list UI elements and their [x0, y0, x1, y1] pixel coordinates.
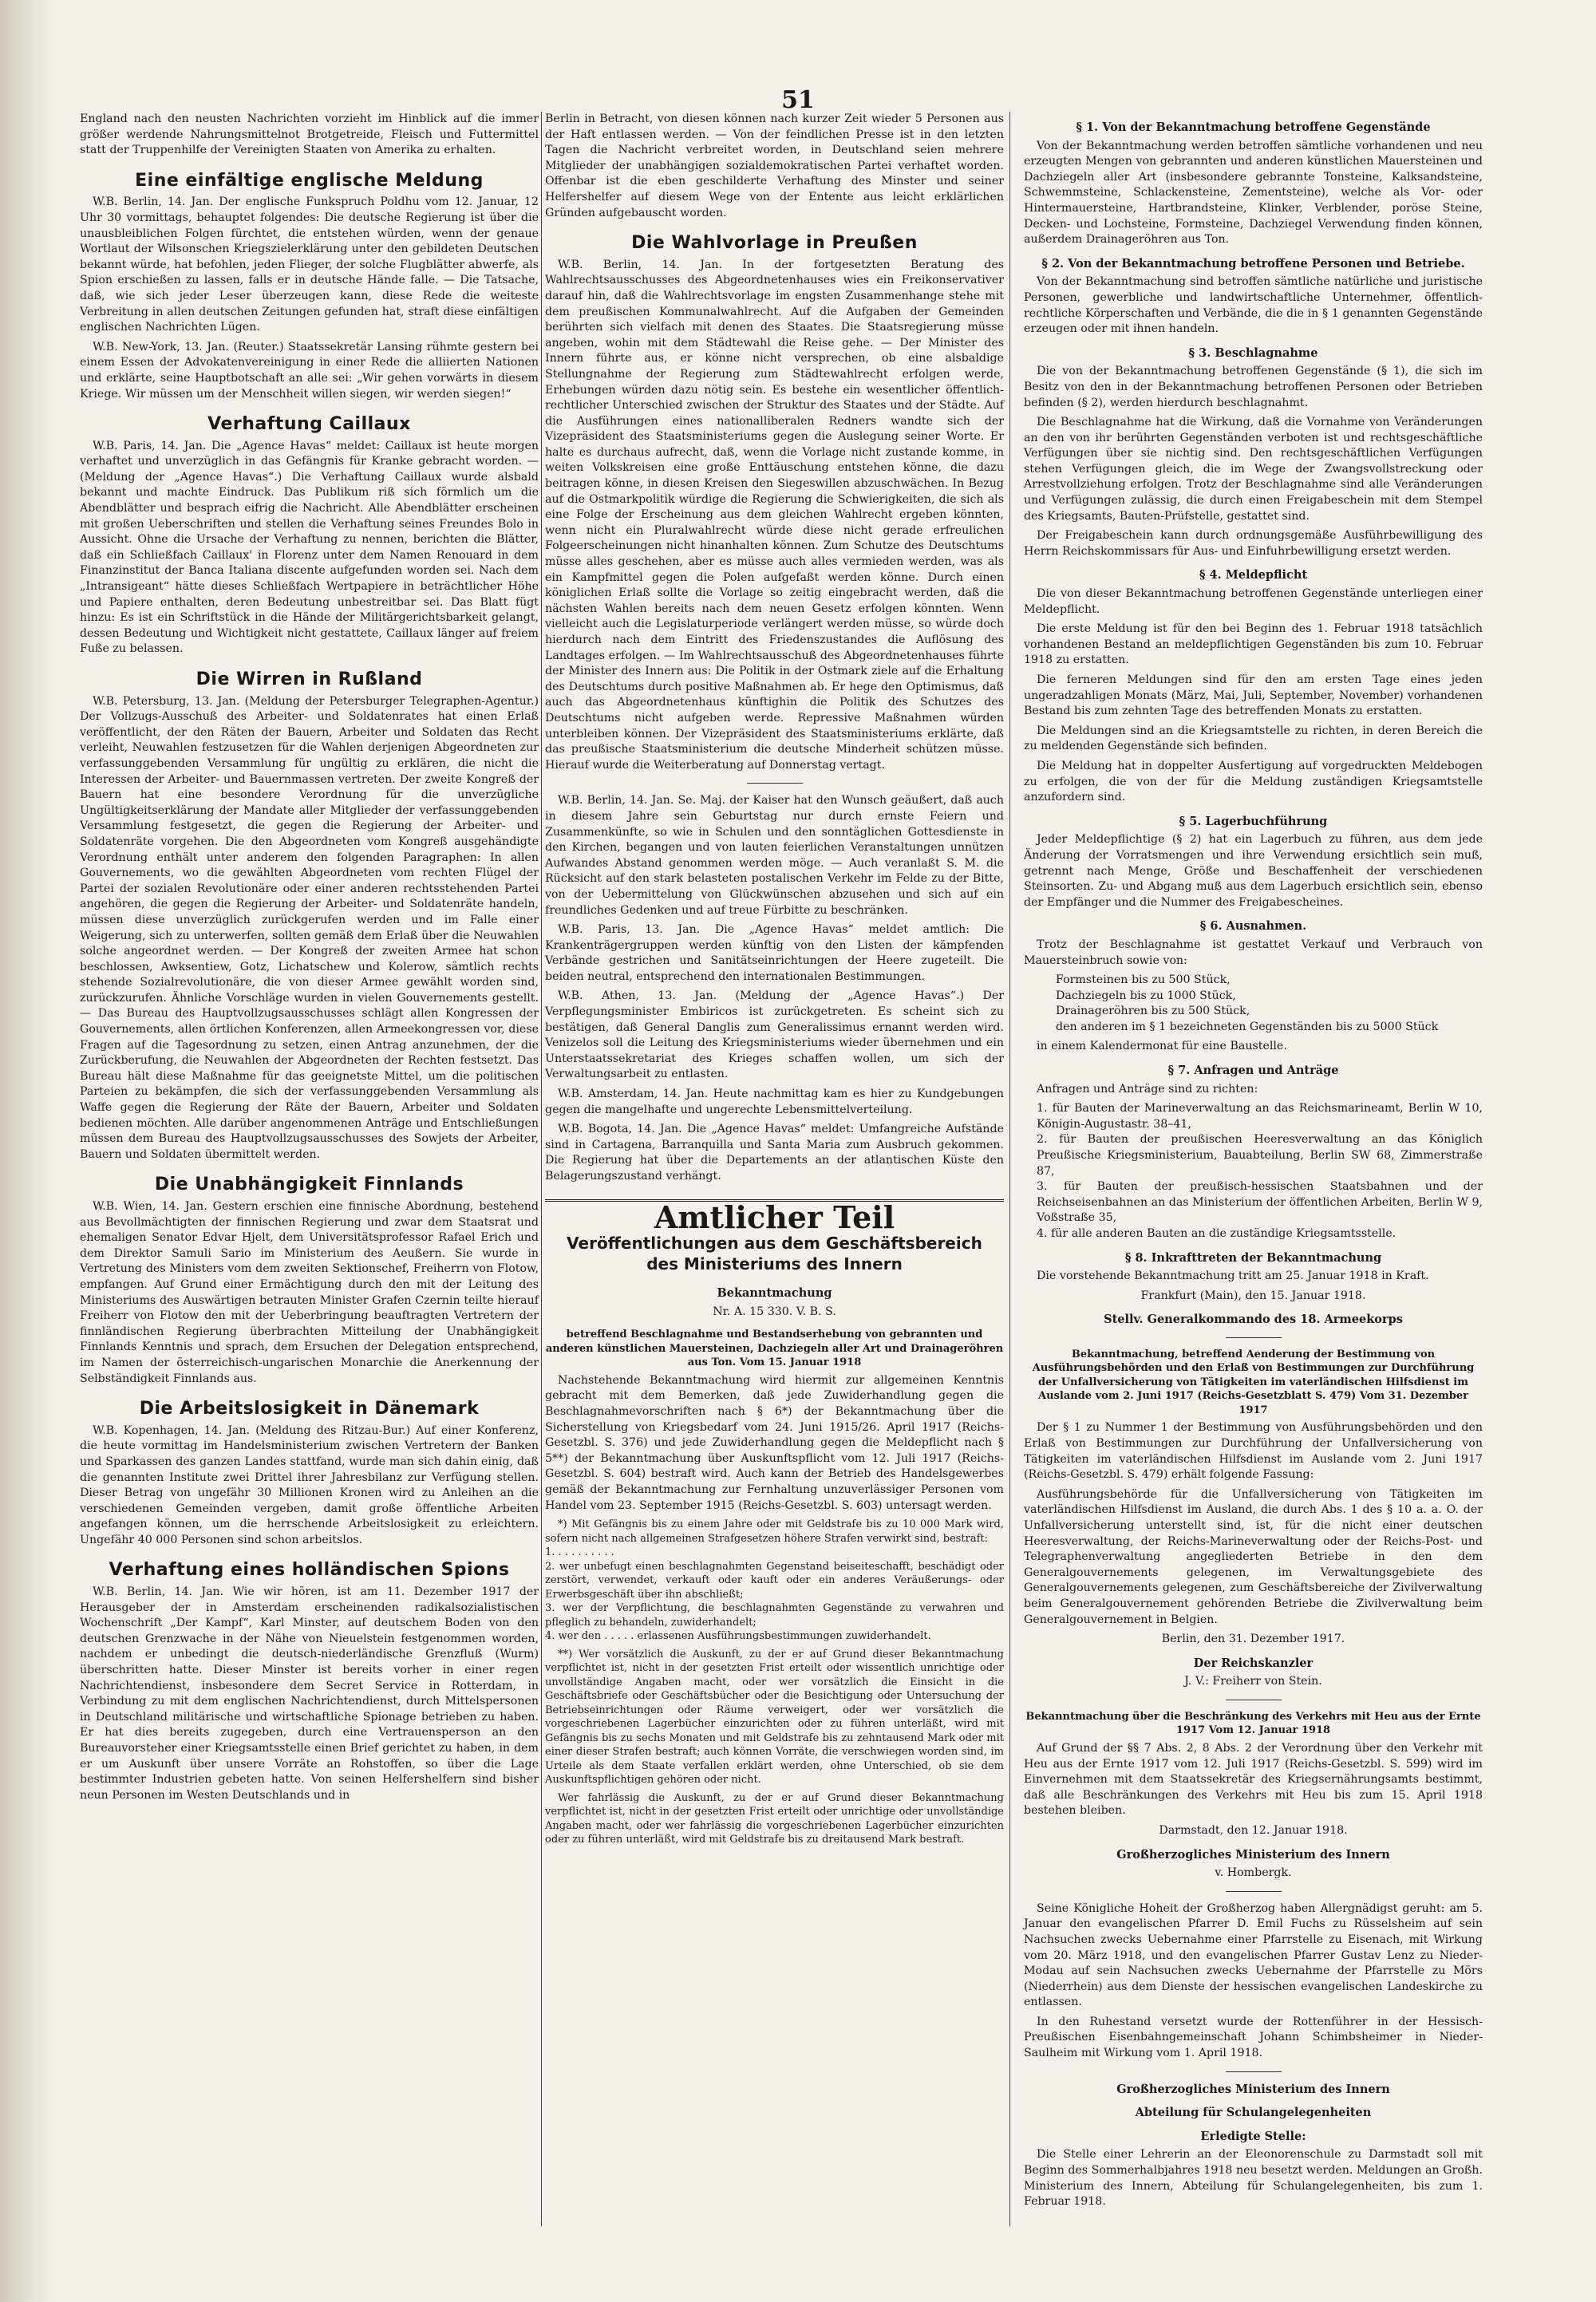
article-paragraph: W.B. Berlin, 14. Jan. In der fortgesetzten Beratung des Wahlrechtsausschusses des Abgeordnetenhauses wies ein Freikonservativer darauf hin, daß die Wahlrechtsvorlage im engsten Zusammenhange stehe mit dem preußischen Kommunalwahlrecht. Auf die Aufgaben der Gemeinden berührten sich vielfach mit denen des Staates. Die Staatsregierung müsse angeben, wohin mit dem Städtewahl die Reise gehe. — Der Minister des Innern führte aus, er könne nicht versprechen, ob eine alsbaldige Stellungnahme der Regierung zum Städtewahlrecht erfolgen werde, Erhebungen würden dazu nötig sein. Es bestehe ein wesentlicher öffentlich-rechtlicher Unterschied zwischen der Struktur des Staates und der Städte. Auf die Ausführungen eines nationalliberalen Redners wandte sich der Vizepräsident des Staatsministeriums gegen die Auslegung seiner Worte. Er halte es durchaus aufrecht, daß, wenn die Vorlage nicht zustande komme, in weiten Volkskreisen eine große Enttäuschung entstehen könne, die dazu beitragen könne, in diesen Kreisen den Siegeswillen abzuschwächen. In Bezug auf die Ostmarkpolitik würdige die Regierung die Schwierigkeiten, die sich als eine Folge der Erscheinung aus dem gleichen Wahlrecht ergeben könnten, wenn nicht ein Pluralwahlrecht würde diese nicht gerade erfreulichen Folgeerscheinungen nicht hinanhalten können. Zum Schutze des Deutschtums müsse alles geschehen, aber es müsse auch alles vermieden werden, was als ein Kampfmittel gegen die Polen aufgefaßt werden könne. Durch einen königlichen Erlaß sollte die Vorlage so zeitig eingebracht werden, daß die nächsten Wahlen bereits nach dem neuen Gesetz erfolgen könnten. Wenn vielleicht auch die Legislaturperiode verlängert werden müsse, so würde doch hierdurch nach dem Eintritt des Friedenszustandes die Auflösung des Landtages erfolgen. — Im Wahlrechtsausschuß des Abgeordnetenhauses führte der Minister des Innern aus: Die Politik in der Ostmark ziele auf die Erhaltung des Deutschtums durch positive Maßnahmen ab. Er hege den Optimismus, daß auch das Abgeordnetenhaus künftighin die Politik des Schutzes des Deutschtums nicht aufgeben werde. Repressive Maßnahmen würden unterbleiben können. Der Vizepräsident des Staatsministeriums erklärte, daß das preußische Staatsministerium die deutsche Minderheit schützen müsse. Hierauf wurde die Weiterberatung auf Donnerstag vertagt. [545, 258, 1004, 772]
article-paragraph: W.B. Paris, 13. Jan. Die „Agence Havas“ meldet amtlich: Die Krankenträgergruppen werden künftig von den Listen der kämpfenden Verbände gestrichen und Sanitätseinrichtungen der Heere zugeteilt. Die beiden neutral, entsprechend den internationalen Bestimmungen. [545, 923, 1004, 983]
separator [1226, 1337, 1282, 1338]
headline-dutch-spy: Verhaftung eines holländischen Spions [109, 1560, 510, 1581]
signature-authority: Großherzogliches Ministerium des Innern [1116, 1847, 1390, 1862]
paragraph: Jeder Meldepflichtige (§ 2) hat ein Lagerbuch zu führen, aus dem jede Änderung der Vorratsmengen und ihre Verwendung ersichtlich sein muß, getrennt nach Menge, Größe und Beschaffenheit der verschiedenen Steinsorten. Zu- und Abgang muß aus dem Lagerbuch ersichtlich sein, ebenso der Empfänger und die Nummer des Freigabescheines. [1024, 833, 1483, 909]
paragraph: Auf Grund der §§ 7 Abs. 2, 8 Abs. 2 der Verordnung über den Verkehr mit Heu aus der Ernte 1917 vom 12. Juli 1917 (Reichs-Gesetzbl. S. 599) wird im Einvernehmen mit dem Staatssekretär des Kriegsernährungsamts bestimmt, daß alle Beschränkungen des Verkehrs mit Heu bis zum 15. April 1918 bestehen bleiben. [1024, 1741, 1483, 1818]
signature-place-date: Berlin, den 31. Dezember 1917. [1161, 1633, 1345, 1646]
separator [1226, 2071, 1282, 2072]
paragraph: Die erste Meldung ist für den bei Beginn des 1. Februar 1918 tatsächlich vorhandenen Bestand an meldepflichtigen Gegenständen bis zum 10. Februar 1918 zu erstatten. [1024, 622, 1483, 667]
paragraph: Anfragen und Anträge sind zu richten: [1037, 1082, 1258, 1096]
notice-subject: betreffend Beschlagnahme und Bestandserhebung von gebrannten und anderen künstlichen Mauersteinen, Dachziegeln aller Art und Drainageröhren aus Ton. Vom 15. Januar 1918 [545, 1329, 1004, 1369]
section-5-heading: § 5. Lagerbuchführung [1179, 814, 1328, 828]
article-paragraph: W.B. Wien, 14. Jan. Gestern erschien eine finnische Abordnung, bestehend aus Bevollmächtigten der finnischen Regierung und zwar dem Staatsrat und ehemaligen Senator Edvar Hjelt, dem Universitätsprofessor Rafael Erich und dem Direktor Samuli Sario im Ministerium des Aeußern. Sie wurde in Vertretung des Ministers vom dem zweiten Sektionschef, Freiherrn von Flotow, empfangen. Auf Grund einer Ermächtigung durch den mit der Leitung des Ministeriums des Auswärtigen betrauten Minister Grafen Czernin teilte hierauf Freiherr von Flotow den mit der Ueberbringung beauftragten Vertretern der finnländischen Regierung überbrachten Mitteilung der Unabhängigkeit Finnlands Kenntnis und sprach, dem Ersuchen der Delegation entsprechend, im Namen der österreichisch-ungarischen Monarchie die Anerkennung der Selbständigkeit Finnlands aus. [80, 1200, 539, 1385]
department-heading: Abteilung für Schulangelegenheiten [1135, 2106, 1372, 2120]
paragraph: Die ferneren Meldungen sind für den am ersten Tage eines jeden ungeradzahligen Monats (März, Mai, Juli, September, November) vorhandenen Bestand bis zum zehnten Tage des betreffenden Monats zu erstatten. [1024, 673, 1483, 718]
paragraph: Von der Bekanntmachung werden betroffen sämtliche vorhandenen und neu erzeugten Mengen von gebrannten und anderen künstlichen Mauersteinen und Dachziegeln aller Art (insbesondere gebrannte Tonsteine, Kalksandsteine, Schwemmsteine, Schlackensteine, Zementsteine), welche als Vor- oder Hintermauersteine, Hartbrandsteine, Klinker, Verblender, poröse Steine, Decken- und Lochsteine, Formsteine, Dachziegel Verwendung finden können, außerdem Drainageröhren aus Ton. [1024, 139, 1483, 247]
section-4-heading: § 4. Meldepflicht [1199, 568, 1308, 582]
paragraph: Die Meldungen sind an die Kriegsamtstelle zu richten, in deren Bereich die zu meldenden Gegenstände sich befinden. [1024, 724, 1483, 753]
headline-prussia-vote: Die Wahlvorlage in Preußen [631, 233, 918, 254]
exemption-list: Formsteinen bis zu 500 Stück, Dachziegeln bis zu 1000 Stück, Drainageröhren bis zu 500 Stück, den anderen im § 1 bezeichneten Gegenständen bis zu 5000 Stück [1056, 973, 1439, 1033]
article-paragraph: W.B. Athen, 13. Jan. (Meldung der „Agence Havas“.) Der Verpflegungsminister Embiricos ist zurückgetreten. Es scheint sich zu bestätigen, daß General Danglis zum Generalissimus ernannt werden wird. Venizelos soll die Leitung des Kriegsministeriums wieder übernehmen und ein Unterstaatssekretariat des Krieges schaffen wollen, um sich der Verwaltungsarbeit zu entlasten. [545, 989, 1004, 1081]
binding-edge [0, 0, 56, 2302]
paragraph: In den Ruhestand versetzt wurde der Rottenführer in der Hessisch-Preußischen Eisenbahngemeinschaft Johann Schimbsheimer in Nieder-Saulheim mit Wirkung vom 1. April 1918. [1024, 2015, 1483, 2060]
notice-paragraph: Nachstehende Bekanntmachung wird hiermit zur allgemeinen Kenntnis gebracht mit dem Bemerken, daß jede Zuwiderhandlung gegen die Beschlagnahmevorschriften nach § 6*) der Bekanntmachung über die Sicherstellung von Kriegsbedarf vom 24. Juni 1915/26. April 1917 (Reichs-Gesetzbl. S. 376) und jede Zuwiderhandlung gegen die Meldepflicht nach § 5**) der Bekanntmachung über Auskunftspflicht vom 12. Juli 1917 (Reichs-Gesetzbl. S. 604) bestraft wird. Auch kann der Betrieb des Handelsgewerbes gemäß der Bekanntmachung zur Fernhaltung unzuverlässiger Personen vom Handel vom 23. September 1915 (Reichs-Gesetzbl. S. 603) untersagt werden. [545, 1373, 1004, 1512]
section-3-heading: § 3. Beschlagnahme [1188, 345, 1318, 360]
article-paragraph: W.B. New-York, 13. Jan. (Reuter.) Staatssekretär Lansing rühmte gestern bei einem Essen der Advokatenvereinigung in einer Rede die alliierten Nationen und erklärte, seine Hauptbotschaft an alle sei: „Wir gehen vorwärts in diesem Kriege. Wir müssen um der Menschheit willen siegen, wir werden siegen!“ [80, 340, 539, 401]
separator [747, 783, 803, 784]
article-continuation: England nach den neusten Nachrichten vorzieht im Hinblick auf die immer größer werdende Nahrungsmittelnot Brotgetreide, Fleisch und Futtermittel statt der Truppenhilfe der Vereinigten Staaten von Amerika zu erhalten. [80, 113, 539, 157]
paragraph: Die vorstehende Bekanntmachung tritt am 25. Januar 1918 in Kraft. [1037, 1269, 1429, 1283]
notice-title: Bekanntmachung [717, 1286, 832, 1301]
headline-russia: Die Wirren in Rußland [196, 669, 423, 689]
column-1 [80, 112, 539, 1807]
article-paragraph: W.B. Paris, 14. Jan. Die „Agence Havas“ meldet: Caillaux ist heute morgen verhaftet und unverzüglich in das Gefängnis für Kranke gebracht worden. — (Meldung der „Agence Havas“.) Die Verhaftung Caillaux wurde alsbald bekannt und machte Eindruck. Das Publikum riß sich förmlich um die Abendblätter und besprach eifrig die Nachricht. Alle Abendblätter erscheinen mit großen Ueberschriften und stellen die Verhaftung seines Freundes Bolo in Aussicht. Ohne die Ursache der Verhaftung zu nennen, berichten die Blätter, daß ein Schließfach Caillaux' in Florenz unter dem Namen Renouard in dem Finanzinstitut der Banca Italiana discente aufgefunden worden sei. Nach dem „Intransigeant“ hätte dieses Schließfach Wertpapiere in beträchtlicher Höhe und Papiere enthalten, deren Bedeutung unbestreitbar sei. Das Blatt fügt hinzu: Es ist ein Schriftstück in die Hände der Militärgerichtsbarkeit gelangt, dessen Bedeutung und Wichtigkeit nicht gestattete, Caillaux länger auf freiem Fuße zu belassen. [80, 439, 539, 656]
article-paragraph: W.B. Berlin, 14. Jan. Wie wir hören, ist am 11. Dezember 1917 der Herausgeber der in Amsterdam erscheinenden radikalsozialistischen Wochenschrift „Der Kampf“, Karl Minster, auf deutschem Boden von den deutschen Grenzwache in der Nähe von Nieuelstein festgenommen worden, nachdem er unbedingt die deutsch-niederländische Grenzfluß (Wurm) überschritten hatte. Dieser Minster ist bereits vorher in einer regen Nachrichtendienst, insbesondere dem Secret Service in Rotterdam, in Verbindung zu mit dem englischen Nachrichtendienst, durch Mittelspersonen in Deutschland militärische und wirtschaftliche Spionage betrieben zu haben. Er hat dies bereits zugegeben, durch eine Vertrauensperson an den Bureauvorsteher einer Kriegsamtsstelle einen Brief gerichtet zu haben, in dem er um Auskunft über unsere Vorräte an Rohstoffen, so über die Lage bestimmter Industrien gebeten hatte. Von seinen Helfershelfern sind bisher neun Personen im Westen Deutschlands und in [80, 1585, 539, 1802]
section-8-heading: § 8. Inkrafttreten der Bekanntmachung [1124, 1250, 1382, 1265]
column-3 [1024, 112, 1483, 2214]
paragraph: Der Freigabeschein kann durch ordnungsgemäße Ausführbewilligung des Herrn Reichskommissars für Aus- und Einfuhrbewilligung ersetzt werden. [1024, 529, 1483, 558]
section-7-heading: § 7. Anfragen und Anträge [1167, 1064, 1339, 1078]
article-paragraph: W.B. Amsterdam, 14. Jan. Heute nachmittag kam es hier zu Kundgebungen gegen die mangelhafte und ungerechte Lebensmittelverteilung. [545, 1088, 1004, 1116]
article-continuation: Berlin in Betracht, von diesen können nach kurzer Zeit wieder 5 Personen aus der Haft entlassen werden. — Von der feindlichen Presse ist in den letzten Tagen die Nachricht verbreitet worden, in Deutschland seien mehrere Mitglieder der unabhängigen sozialdemokratischen Partei verhaftet worden. Offenbar ist die eben geschilderte Verhaftung des Minster und seiner Helfershelfer auf diesem Wege von der Entente aus leicht erklärlichen Gründen aufgebauscht worden. [545, 113, 1004, 219]
paragraph: Ausführungsbehörde für die Unfallversicherung von Tätigkeiten im vaterländischen Hilfsdienst im Ausland, die durch Abs. 1 des § 10 a. a. O. der Unfallversicherung unterstellt sind, ist, für die nicht einer deutschen Heeresverwaltung, der Reichs-Marineverwaltung oder der Reichs-Post- und Telegraphenverwaltung angegliederten Betriebe in den dem Generalgouvernements gelegenen, im Verwaltungsgebiete des Generalgouvernements gelegenen, zum Geschäftsbereiche der Zivilverwaltung beim Generalgouvernement gehörenden Betriebe die Zivilverwaltung beim Generalgouvernement in Belgien. [1024, 1487, 1483, 1626]
paragraph: Die Meldung hat in doppelter Ausfertigung auf vorgedruckten Meldebogen zu erfolgen, die von der für die Meldung zuständigen Kriegsamtstelle anzufordern sind. [1024, 759, 1483, 804]
paragraph: Die Beschlagnahme hat die Wirkung, daß die Vornahme von Veränderungen an den von ihr berührten Gegenständen verboten ist und rechtsgeschäftliche Verfügungen über sie nichtig sind. Den rechtsgeschäftlichen Verfügungen stehen Verfügungen gleich, die im Wege der Zwangsvollstreckung oder Arrestvollziehung erfolgen. Trotz der Beschlagnahme sind alle Veränderungen und Verfügungen zulässig, die durch einen Freigabeschein mit dem Stempel des Kriegsamts, Bauten-Prüfstelle, gestattet sind. [1024, 416, 1483, 523]
section-6-heading: § 6. Ausnahmen. [1199, 919, 1307, 934]
section-subtitle [545, 1233, 1004, 1274]
notice-heading-hay: Bekanntmachung über die Beschränkung des Verkehrs mit Heu aus der Ernte 1917 Vom 12. Januar 1918 [1025, 1710, 1481, 1737]
column-rule-right [1009, 112, 1010, 2226]
column-rule-left [541, 112, 542, 2226]
ministry-heading: Großherzogliches Ministerium des Innern [1116, 2082, 1390, 2096]
headline-denmark: Die Arbeitslosigkeit in Dänemark [139, 1399, 480, 1420]
footnote-1: *) Mit Gefängnis bis zu einem Jahre oder mit Geldstrafe bis zu 10 000 Mark wird, sofern nicht nach allgemeinen Strafgesetzen höhere Strafen verwirkt sind, bestraft: 1. . . . . . . . . . 2. wer unbefugt einen beschlagnahmten Gegenstand beiseiteschafft, beschädigt oder zerstört, verwendet, verkauft oder kauft oder ein anderes Veräußerungs- oder Erwerbsgeschäft über ihn abschließt; 3. wer der Verpflichtung, die beschlagnahmten Gegenstände zu verwahren und pfleglich zu behandeln, zuwiderhandelt; 4. wer den . . . . . erlassenen Ausführungsbestimmungen zuwiderhandelt. [545, 1518, 1004, 1643]
signature-name: v. Hombergk. [1215, 1866, 1292, 1880]
article-paragraph: W.B. Berlin, 14. Jan. Der englische Funkspruch Poldhu vom 12. Januar, 12 Uhr 30 vormittags, behauptet folgendes: Die deutsche Regierung ist über die unausbleiblichen Folgen fürchtet, die entstehen würden, wenn der genaue Wortlaut der Wilsonschen Kriegszielerklärung unter den gebildeten Deutschen bekannt würde, hat befohlen, jeden Flieger, der solche Flugblätter abwerfe, als Spion erschießen zu lassen, falls er in deutsche Hände falle. — Die Tatsache, daß, wie sich jeder Leser überzeugen kann, diese Rede die weiteste Verbreitung in allen deutschen Zeitungen gefunden hat, straft diese einfältigen englischen Nachrichten Lügen. [80, 195, 539, 334]
headline-english-report: Eine einfältige englische Meldung [135, 170, 484, 191]
notice-heading-accident: Bekanntmachung, betreffend Aenderung der Bestimmung von Ausführungsbehörden und den Erlaß von Bestimmungen zur Durchführung der Unfallversicherung von Tätigkeiten im vaterländischen Hilfsdienst im Auslande vom 2. Juni 1917 (Reichs-Gesetzblatt S. 479) Vom 31. Dezember 1917 [1032, 1348, 1475, 1416]
headline-caillaux: Verhaftung Caillaux [207, 414, 411, 435]
signature-place-date: Frankfurt (Main), den 15. Januar 1918. [1140, 1289, 1366, 1302]
article-paragraph: W.B. Kopenhagen, 14. Jan. (Meldung des Ritzau-Bur.) Auf einer Konferenz, die heute vormittag im Handelsministerium zwischen Vertretern der Banken und Sparkassen des ganzen Landes stattfand, wurde man sich dahin einig, daß die genannten Institute zwei Drittel ihrer Jahresbilanz zur Verfügung stellen. Dieser Betrag von ungefähr 30 Millionen Kronen wird zu Anleihen an die verschiedenen Gemeinden vergeben, damit große öffentliche Arbeiten angefangen können, um die herrschende Arbeitslosigkeit zu erleichtern. Ungefähr 40 000 Personen sind schon arbeitslos. [80, 1423, 539, 1546]
separator [1226, 1891, 1282, 1892]
address-list: 1. für Bauten der Marineverwaltung an das Reichsmarineamt, Berlin W 10, Königin-Augustastr. 38–41, 2. für Bauten der preußischen Heeresverwaltung an das Königlich Preußische Kriegsministerium, Bauabteilung, Berlin SW 68, Zimmerstraße 87, 3. für Bauten der preußisch-hessischen Staatsbahnen und der Reichseisenbahnen an das Ministerium der öffentlichen Arbeiten, Berlin W 9, Voßstraße 35, 4. für alle anderen Bauten an die zuständige Kriegsamtsstelle. [1037, 1102, 1483, 1240]
signature-authority: Stellv. Generalkommando des 18. Armeekorps [1104, 1313, 1403, 1327]
article-paragraph: W.B. Berlin, 14. Jan. Se. Maj. der Kaiser hat den Wunsch geäußert, daß auch in diesem Jahre sein Geburtstag nur durch ernste Feiern und Zusammenkünfte, so wie in Schulen und den sonntäglichen Gottesdienste in den Kirchen, begangen und von lauten feierlichen Veranstaltungen unnützen Aufwandes Abstand genommen werden möge. — Auch veranlaßt S. M. die Rücksicht auf den stark belasteten postalischen Verkehr im Felde zu der Bitte, von der Uebermittelung von Glückwünschen abzusehen und sich auf ein freundliches Gedenken und auf treue Fürbitte zu beschränken. [545, 794, 1004, 917]
paragraph: Die Stelle einer Lehrerin an der Eleonorenschule zu Darmstadt soll mit Beginn des Sommerhalbjahres 1918 neu besetzt werden. Meldungen an Großh. Ministerium des Innern, Abteilung für Schulangelegenheiten, bis zum 1. Februar 1918. [1024, 2148, 1483, 2209]
headline-finland: Die Unabhängigkeit Finnlands [154, 1175, 464, 1195]
paragraph: Die von der Bekanntmachung betroffenen Gegenstände (§ 1), die sich im Besitz von den in der Bekanntmachung betroffenen Personen oder Betrieben befinden (§ 2), werden hierdurch beschlagnahmt. [1024, 365, 1483, 409]
footnote-2: **) Wer vorsätzlich die Auskunft, zu der er auf Grund dieser Bekanntmachung verpflichtet ist, nicht in der gesetzten Frist erteilt oder wissentlich unrichtige oder unvollständige Angaben macht, oder wer vorsätzlich die Einsicht in die Geschäftsbriefe oder Geschäftsbücher oder die Besichtigung oder Untersuchung der Betriebseinrichtungen oder Räume verweigert, oder wer vorsätzlich die vorgeschriebenen Lagerbücher einzurichten oder zu führen unterläßt, wird mit Gefängnis bis zu sechs Monaten und mit Geldstrafe bis zu zehntausend Mark oder mit einer dieser Strafen bestraft; auch können Vorräte, die verschwiegen worden sind, im Urteile als dem Staate verfallen erklärt werden, ohne Unterschied, ob sie dem Auskunftspflichtigen gehören oder nicht. [545, 1648, 1004, 1787]
page-number: 51 [781, 86, 815, 114]
column-2 [545, 112, 1004, 1851]
signature-place-date: Darmstadt, den 12. Januar 1918. [1159, 1823, 1348, 1837]
paragraph: Der § 1 zu Nummer 1 der Bestimmung von Ausführungsbehörden und den Erlaß von Bestimmungen zur Durchführung der Unfallversicherung von Tätigkeiten im vaterländischen Hilfsdienst im Auslande vom 2. Juni 1917 (Reichs-Gesetzbl. S. 479) erhält folgende Fassung: [1024, 1421, 1483, 1482]
paragraph: in einem Kalendermonat für eine Baustelle. [1037, 1040, 1287, 1053]
subtitle-line-2: des Ministeriums des Innern [646, 1254, 903, 1274]
paragraph: Trotz der Beschlagnahme ist gestattet Verkauf und Verbrauch von Mauersteinbruch sowie von: [1024, 938, 1483, 967]
article-paragraph: W.B. Petersburg, 13. Jan. (Meldung der Petersburger Telegraphen-Agentur.) Der Vollzugs-Ausschuß des Arbeiter- und Soldatenrates hat einen Erlaß veröffentlicht, der den Räten der Bauern, Arbeiter und Soldaten das Recht verleiht, Neuwahlen festzusetzen für die Wahlen derjenigen Abgeordneten zur verfassunggebenden Versammlung für ungültig zu erklären, die nicht die Interessen der Arbeiter- und Bauernmassen vertreten. Der zweite Kongreß der Bauern hat eine besondere Verordnung für die unverzügliche Ungültigkeitserklärung der Mandate aller Mitglieder der verfassunggebenden Versammlung festgesetzt, die gegen die Regierung der Arbeiter- und Soldatenräte vorgehen. Die den Abgeordneten vom Kongreß ausgehändigte Verordnung enthält unter anderem den folgenden Paragraphen: In allen Gouvernements, wo die gewählten Abgeordneten vom rechten Flügel der Partei der sozialen Revolutionäre oder einer anderen rechtsstehenden Partei angehören, die gegen die Regierung der Arbeiter- und Soldatenräte handeln, müssen diese unverzüglich zurückgerufen werden und im Falle einer Weigerung, sich zu unterwerfen, sollten gemäß dem Erlaß über die Neuwahlen solche angeordnet werden. — Der Kongreß der zweiten Armee hat schon beschlossen, Awksentiew, Gotz, Lichatschew und Kolerow, sämtlich rechts stehende Sozialrevolutionäre, die von dieser Armee gewählt worden sind, zurückzurufen. Ähnliche Vorschläge wurden in vielen Gouvernements gestellt. — Das Bureau des Hauptvollzugsausschusses schlägt allen Kongressen der Gouvernements, allen örtlichen Konferenzen, allen Armeekongressen vor, diese Fragen auf die Tagesordnung zu setzen, einen Antrag anzunehmen, der die Zurückberufung, die Neuwahlen der Abgeordneten der Rechten festsetzt. Das Bureau hält diese Maßnahme für das geeignetste Mittel, um die politischen Parteien zu bekämpfen, die sich der verfassunggebenden Versammlung als Waffe gegen die Regierung der Räte der Bauern, Arbeiter und Soldaten bedienen möchten. Alle darüber angenommenen Anträge und Entschließungen müssen dem Bureau des Hauptvollzugsausschusses des Sowjets der Arbeiter, Bauern und Soldaten übermittelt werden. [80, 694, 539, 1161]
section-1-heading: § 1. Von der Bekanntmachung betroffene Gegenstände [1076, 120, 1431, 134]
footnote-3: Wer fahrlässig die Auskunft, zu der er auf Grund dieser Bekanntmachung verpflichtet ist, nicht in der gesetzten Frist erteilt oder unrichtige oder unvollständige Angaben macht, oder wer fahrlässig die vorgeschriebenen Lagerbücher einzurichten oder zu führen unterläßt, wird mit Geldstrafe bis zu dreitausend Mark bestraft. [545, 1791, 1004, 1846]
signature-title: Der Reichskanzler [1193, 1656, 1314, 1670]
notice-number: Nr. A. 15 330. V. B. S. [713, 1305, 836, 1318]
vacancy-heading: Erledigte Stelle: [1200, 2129, 1306, 2143]
paragraph: Die von dieser Bekanntmachung betroffenen Gegenstände unterliegen einer Meldepflicht. [1024, 587, 1483, 616]
paragraph: Von der Bekanntmachung sind betroffen sämtliche natürliche und juristische Personen, gewerbliche und landwirtschaftliche Unternehmer, öffentlich-rechtliche Körperschaften und Verbände, die die in § 1 genannten Gegenstände erzeugen oder mit ihnen handeln. [1024, 275, 1483, 336]
article-paragraph: W.B. Bogota, 14. Jan. Die „Agence Havas“ meldet: Umfangreiche Aufstände sind in Cartagena, Barranquilla und Santa Maria zum Ausbruch gekommen. Die Regierung hat über die Departements an der atlantischen Küste den Belagerungszustand verhängt. [545, 1123, 1004, 1183]
subtitle-line-1: Veröffentlichungen aus dem Geschäftsbereich [567, 1234, 982, 1254]
paragraph: Seine Königliche Hoheit der Großherzog haben Allergnädigst geruht: am 5. Januar den evangelischen Pfarrer D. Emil Fuchs zu Rüsselsheim auf sein Nachsuchen zwecks Uebernahme einer Pfarrstelle zu Eisenach, mit Wirkung vom 20. März 1918, und den evangelischen Pfarrer Gustav Lenz zu Nieder-Modau auf sein Nachsuchen zwecks Uebernahme der Pfarrstelle zu Mörs (Niederrhein) aus dem Dienste der hessischen evangelischen Landeskirche zu entlassen. [1024, 1901, 1483, 2009]
section-2-heading: § 2. Von der Bekanntmachung betroffene Personen und Betriebe. [1041, 256, 1465, 270]
signature-name: J. V.: Freiherr von Stein. [1184, 1675, 1322, 1688]
section-title-official: Amtlicher Teil [545, 1199, 1004, 1226]
